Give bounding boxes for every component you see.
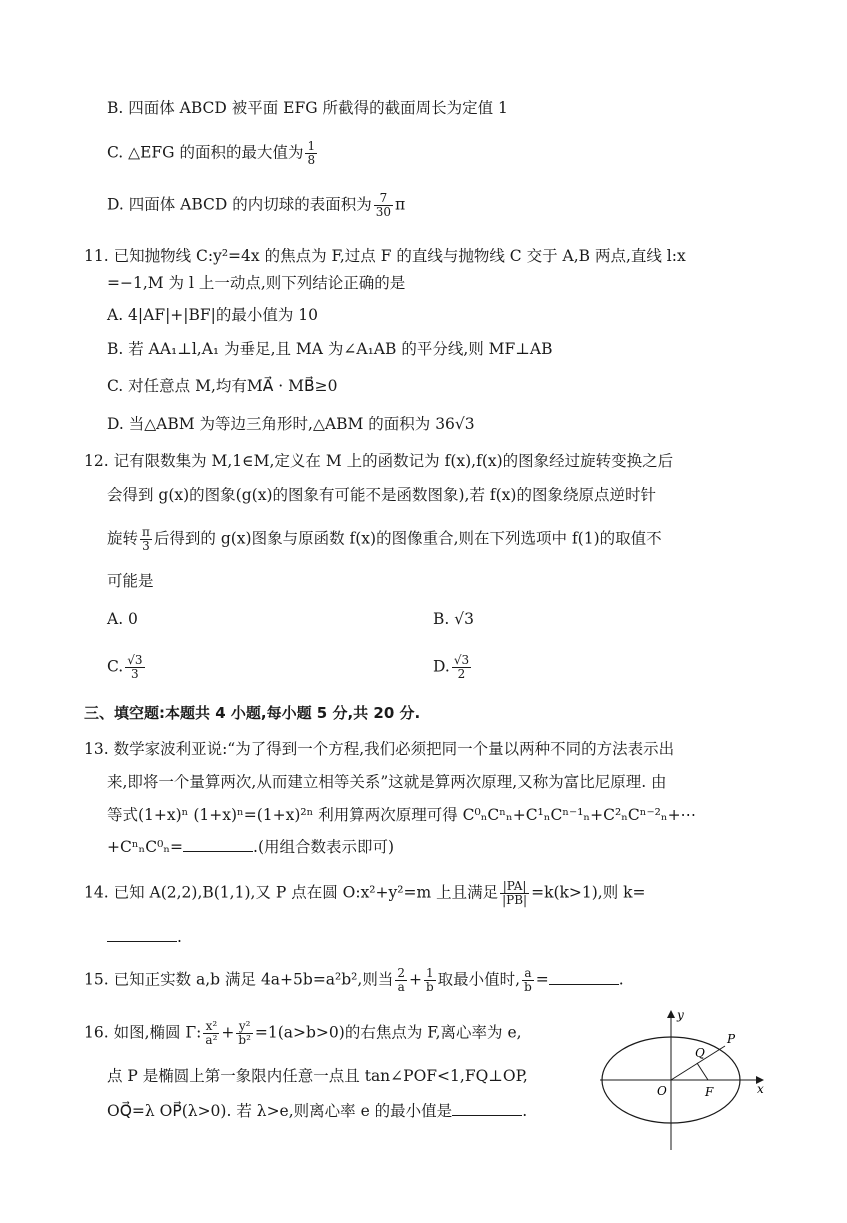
label-o: O (657, 1084, 667, 1098)
q16-line1 (84, 1020, 522, 1047)
fraction-numerator: y² (236, 1020, 253, 1034)
q15-fraction-1-over-b (424, 967, 436, 994)
fraction-denominator: 3 (131, 667, 139, 681)
fraction-numerator: x² (203, 1020, 219, 1034)
section-heading-fill-in: 三、填空题:本题共 4 小题,每小题 5 分,共 20 分. (84, 704, 421, 722)
q15-answer-blank[interactable] (549, 970, 619, 985)
fraction-numerator: 2 (397, 966, 405, 980)
fraction-denominator: 2 (457, 667, 466, 681)
q15-fraction-2-over-a (395, 967, 407, 994)
fraction-denominator: a² (205, 1033, 218, 1047)
q12-stem-line2: 会得到 g(x)的图象(g(x)的图象有可能不是函数图象),若 f(x)的图象绕原点逆时针 (107, 486, 656, 504)
q13-line3: 等式(1+x)ⁿ (1+x)ⁿ=(1+x)²ⁿ 利用算两次原理可得 C⁰ₙCⁿₙ+C¹ₙCⁿ⁻¹ₙ+C²ₙCⁿ⁻²ₙ+⋯ (107, 806, 697, 824)
q14-text-pre: 14. 已知 A(2,2),B(1,1),又 P 点在圆 O:x²+y²=m 上且满足 (84, 883, 499, 902)
q10-option-c-text: C. △EFG 的面积的最大值为 (107, 143, 304, 162)
q14-answer-blank[interactable] (107, 927, 177, 942)
q13-line1: 13. 数学家波利亚说:“为了得到一个方程,我们必须把同一个量以两种不同的方法表示出 (84, 740, 675, 758)
q12-option-c (107, 654, 147, 681)
q10-option-b: B. 四面体 ABCD 被平面 EFG 所截得的截面周长为定值 1 (107, 99, 508, 117)
q10-option-c-fraction (305, 140, 317, 167)
fraction-numerator: √3 (127, 653, 143, 667)
q12-stem-line3-post: 后得到的 g(x)图象与原函数 f(x)的图像重合,则在下列选项中 f(1)的取值不 (153, 529, 662, 548)
q11-option-a: A. 4|AF|+|BF|的最小值为 10 (107, 306, 319, 324)
segment-fq (697, 1063, 708, 1080)
q10-option-d-text: D. 四面体 ABCD 的内切球的表面积为 (107, 195, 372, 214)
q15-line (84, 967, 624, 994)
q10-option-d-pi: π (395, 195, 406, 214)
q16-fraction-y2-b2 (236, 1020, 253, 1047)
q13-answer-blank[interactable] (183, 837, 253, 852)
fraction-denominator: b (425, 980, 434, 994)
q12-stem-line4: 可能是 (107, 572, 154, 590)
q15-fraction-a-over-b (522, 967, 534, 994)
q12-option-c-label: C. (107, 657, 124, 676)
q12-option-c-fraction (125, 654, 144, 681)
q16-line3 (107, 1100, 527, 1122)
fraction-numerator: 7 (374, 192, 393, 206)
q10-option-d (107, 192, 405, 219)
q13-line2: 来,即将一个量算两次,从而建立相等关系”这就是算两次原理,又称为富比尼原理. 由 (107, 773, 667, 791)
q16-fraction-x2-a2 (203, 1020, 219, 1047)
q15-period: . (618, 970, 624, 989)
label-p: P (727, 1032, 736, 1046)
q14-period: . (177, 928, 182, 946)
q15-text-pre: 15. 已知正实数 a,b 满足 4a+5b=a²b²,则当 (84, 970, 394, 989)
q16-text-line3: OQ⃗=λ OP⃗(λ>0). 若 λ>e,则离心率 e 的最小值是 (107, 1102, 453, 1120)
fraction-denominator: b² (238, 1033, 251, 1047)
fraction-denominator: b (524, 980, 532, 994)
q11-stem-line2: =−1,M 为 l 上一动点,则下列结论正确的是 (107, 274, 406, 292)
q10-option-d-fraction (374, 192, 393, 219)
q12-option-d (433, 654, 473, 681)
q12-option-d-fraction (452, 654, 471, 681)
q11-option-b: B. 若 AA₁⊥l,A₁ 为垂足,且 MA 为∠A₁AB 的平分线,则 MF⊥AB (107, 340, 553, 358)
q12-rotation-fraction (140, 526, 152, 553)
q16-text-post: =1(a>b>0)的右焦点为 F,离心率为 e, (254, 1023, 522, 1042)
fraction-denominator: 30 (375, 205, 392, 219)
q11-option-c: C. 对任意点 M,均有MA⃗ · MB⃗≥0 (107, 377, 338, 395)
fraction-denominator: |PB| (502, 893, 528, 907)
ellipse-figure (595, 1005, 775, 1155)
q16-line2: 点 P 是椭圆上第一象限内任意一点且 tan∠POF<1,FQ⊥OP, (107, 1067, 528, 1085)
q14-text-post: =k(k>1),则 k= (531, 883, 646, 902)
label-x: x (757, 1082, 764, 1096)
q14-ratio-fraction (500, 880, 529, 907)
q16-plus: + (221, 1023, 235, 1042)
q13-line4-post: .(用组合数表示即可) (253, 838, 395, 856)
fraction-numerator: √3 (453, 653, 470, 667)
fraction-numerator: |PA| (500, 880, 529, 894)
q12-option-d-label: D. (433, 657, 450, 676)
q11-option-d: D. 当△ABM 为等边三角形时,△ABM 的面积为 36√3 (107, 415, 475, 433)
label-y: y (677, 1008, 684, 1022)
q16-text-pre: 16. 如图,椭圆 Γ: (84, 1023, 202, 1042)
q16-answer-blank[interactable] (452, 1101, 522, 1116)
q13-line4-pre: +CⁿₙC⁰ₙ= (107, 838, 184, 856)
q12-option-b: B. √3 (433, 610, 474, 628)
fraction-numerator: 1 (424, 967, 436, 981)
q16-period: . (522, 1102, 528, 1120)
q13-line4 (107, 836, 394, 858)
q15-text-mid: 取最小值时, (437, 970, 521, 989)
fraction-numerator: 1 (307, 139, 316, 153)
fraction-denominator: a (397, 980, 405, 994)
fraction-numerator: π (142, 525, 150, 539)
q11-stem-line1: 11. 已知抛物线 C:y²=4x 的焦点为 F,过点 F 的直线与抛物线 C 交于 A,B 两点,直线 l:x (84, 247, 686, 265)
fraction-denominator: 3 (142, 539, 150, 553)
label-f: F (705, 1085, 714, 1099)
q10-option-c (107, 140, 319, 167)
q12-option-a: A. 0 (107, 610, 138, 628)
fraction-numerator: a (522, 967, 534, 981)
q12-stem-line1: 12. 记有限数集为 M,1∈M,定义在 M 上的函数记为 f(x),f(x)的图象经过旋转变换之后 (84, 452, 674, 470)
q12-stem-line3 (107, 526, 662, 553)
q14-line2 (107, 926, 182, 948)
label-q: Q (695, 1046, 705, 1060)
fraction-denominator: 8 (307, 153, 316, 167)
q14-line1 (84, 880, 646, 907)
q15-equals: = (535, 970, 549, 989)
q12-stem-line3-pre: 旋转 (107, 529, 139, 548)
q15-plus: + (408, 970, 422, 989)
